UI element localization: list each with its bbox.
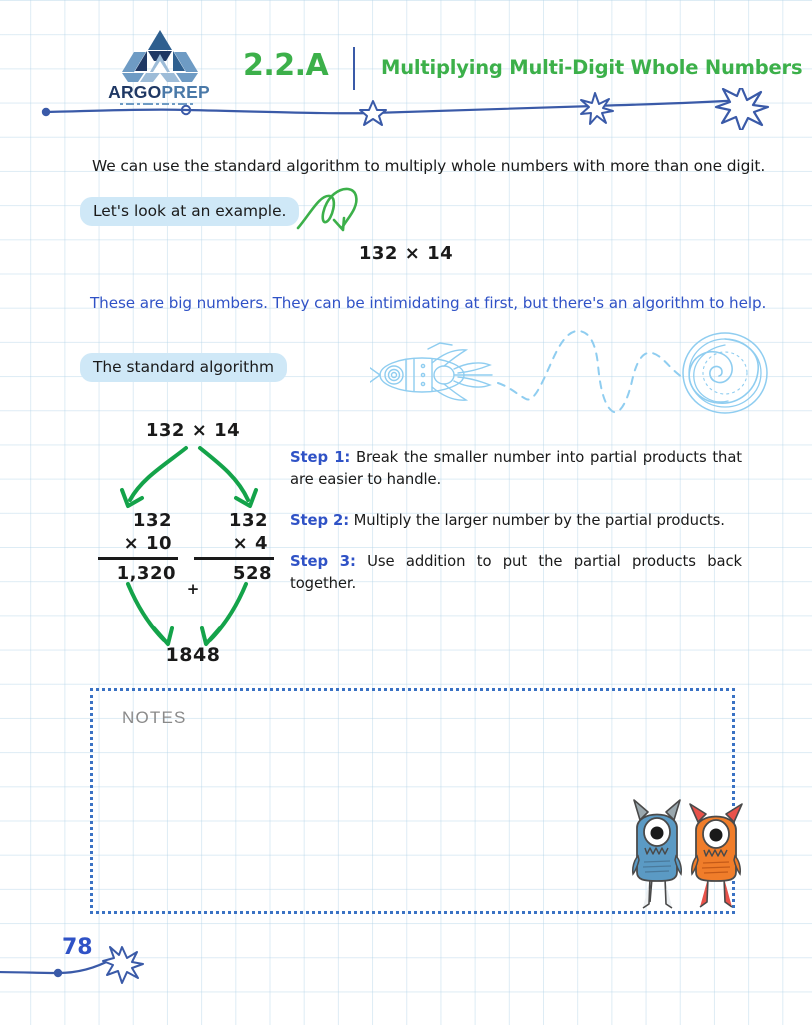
monster-characters [626,794,750,912]
step-item-3 [290,551,742,595]
partial-product-left [96,510,178,584]
page-title: Multiplying Multi-Digit Whole Numbers [381,56,803,79]
logo-word-prep: PREP [161,82,210,102]
spiral-galaxy-icon [683,333,767,413]
orange-monster-icon [690,804,742,907]
space-decoration [370,325,770,415]
highlight-chip-example: Let's look at an example. [80,197,299,226]
step-item-1 [290,447,742,491]
diagram-top-expression: 132 × 14 [145,420,241,441]
steps-list [290,447,768,614]
left-operand: 132 [132,510,172,531]
blue-explanation-paragraph: These are big numbers. They can be intimidating at first, but there's an algorithm to help. [90,294,767,312]
step-1-label: Step 1: [290,449,351,466]
plus-sign: + [186,580,200,598]
step-1-text: Break the smaller number into partial products that are easier to handle. [290,449,742,488]
step-2-label: Step 2: [290,512,350,529]
rocket-icon [370,343,492,400]
page-number: 78 [62,935,93,960]
step-3-label: Step 3: [290,553,356,570]
swirl-doodle-icon [296,184,388,236]
left-multiplier: × 10 [123,533,172,554]
right-divider-bar [194,557,274,560]
right-operand: 132 [228,510,268,531]
final-answer: 1848 [165,644,221,666]
unit-code: 2.2.A [243,48,329,83]
partial-products-diagram [88,412,298,682]
footer-decorative-rule [0,925,300,1000]
left-divider-bar [98,557,178,560]
page-footer [0,925,300,1000]
logo-word-argo: ARGO [108,82,162,102]
step-2-text: Multiply the larger number by the partial products. [349,512,725,529]
rocket-trail-icon [498,331,682,412]
example-expression: 132 × 14 [358,243,454,264]
blue-monster-icon [633,800,682,908]
intro-sentence: We can use the standard algorithm to multiply whole numbers with more than one digit. [92,157,766,175]
left-product: 1,320 [116,562,176,584]
notes-label: NOTES [122,708,187,727]
step-3-text: Use addition to put the partial products back together. [290,553,743,592]
partial-product-right [192,510,274,584]
right-multiplier: × 4 [232,533,268,554]
step-item-2 [290,510,768,532]
right-product: 528 [232,562,272,584]
highlight-chip-algorithm: The standard algorithm [80,353,287,382]
